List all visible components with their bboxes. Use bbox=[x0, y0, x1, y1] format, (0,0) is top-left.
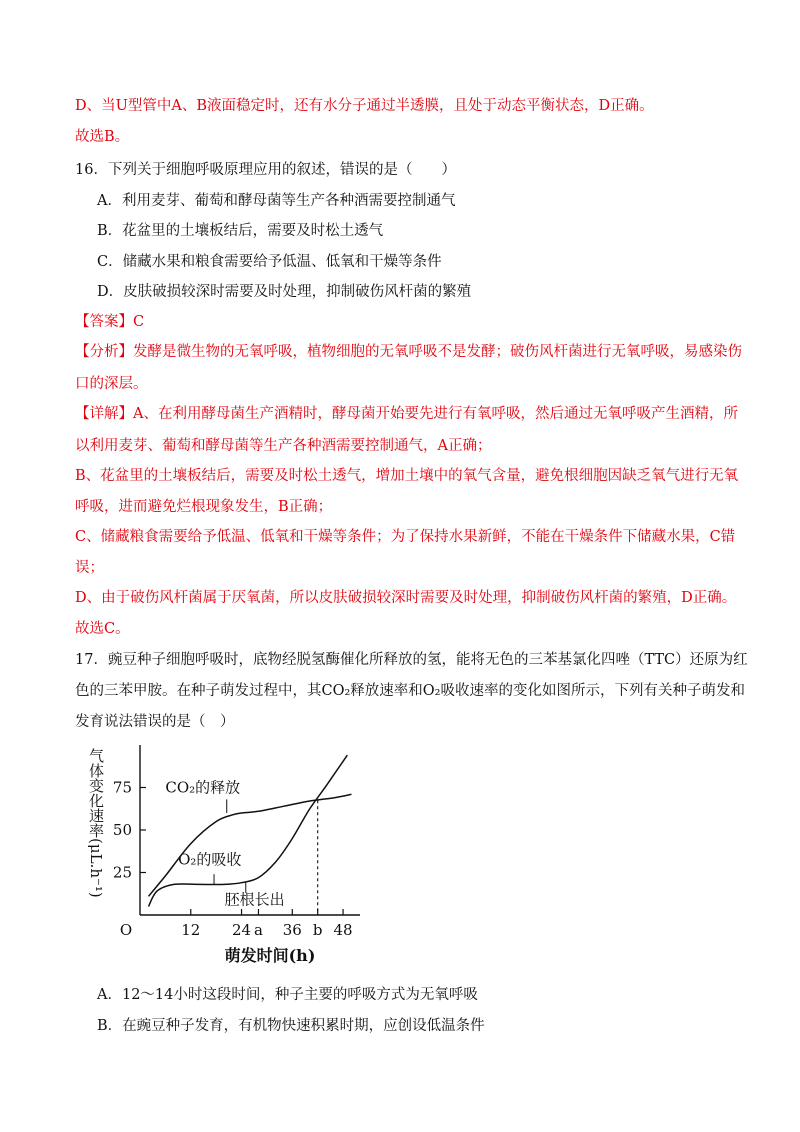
respiration-rate-chart bbox=[80, 740, 380, 972]
text-line: A．利用麦芽、葡萄和酵母菌等生产各种酒需要控制通气 bbox=[97, 193, 456, 209]
series-label: CO₂的释放 bbox=[165, 778, 241, 797]
text-line: 【答案】C bbox=[75, 314, 145, 330]
text-line: 故选C。 bbox=[75, 621, 130, 637]
text-line: C．储藏水果和粮食需要给予低温、低氧和干燥等条件 bbox=[97, 254, 442, 270]
text-line: 色的三苯甲胺。在种子萌发过程中，其CO₂释放速率和O₂吸收速率的变化如图所示，下列有关种子萌发和 bbox=[75, 683, 745, 699]
text-line: 【分析】发酵是微生物的无氧呼吸，植物细胞的无氧呼吸不是发酵；破伤风杆菌进行无氧呼吸，易感染伤 bbox=[75, 344, 742, 360]
series-label: O₂的吸收 bbox=[178, 850, 242, 869]
text-line: B．花盆里的土壤板结后，需要及时松土透气 bbox=[97, 223, 384, 239]
text-line: 以利用麦芽、葡萄和酵母菌等生产各种酒需要控制通气，A正确； bbox=[75, 438, 492, 454]
x-tick-label: 12 bbox=[181, 921, 201, 939]
annotation-label: 胚根长出 bbox=[224, 890, 285, 909]
origin-label: O bbox=[119, 921, 133, 939]
text-line: B．在豌豆种子发育，有机物快速积累时期，应创设低温条件 bbox=[97, 1018, 485, 1034]
x-axis-label: 萌发时间(h) bbox=[224, 946, 316, 965]
text-line: D、由于破伤风杆菌属于厌氧菌，所以皮肤破损较深时需要及时处理，抑制破伤风杆菌的繁殖，D正确。 bbox=[75, 590, 737, 606]
text-line: D、当U型管中A、B液面稳定时，还有水分子通过半透膜，且处于动态平衡状态，D正确。 bbox=[75, 98, 654, 114]
text-line: 口的深层。 bbox=[75, 376, 148, 392]
x-tick-label: 24 bbox=[231, 921, 252, 939]
text-line: 【详解】A、在利用酵母菌生产酒精时，酵母菌开始要先进行有氧呼吸，然后通过无氧呼吸产生酒精，所 bbox=[75, 406, 738, 422]
text-line: 误； bbox=[75, 560, 104, 576]
text-line: 17．豌豆种子细胞呼吸时，底物经脱氢酶催化所释放的氢，能将无色的三苯基氯化四唑（TTC）还原为红 bbox=[75, 652, 748, 668]
text-line: B、花盆里的土壤板结后，需要及时松土透气，增加土壤中的氧气含量，避免根细胞因缺乏氧气进行无氧 bbox=[75, 468, 739, 484]
text-line: 发育说法错误的是（ ） bbox=[75, 714, 235, 730]
x-tick-label: a bbox=[253, 921, 263, 939]
text-line: A．12～14小时这段时间，种子主要的呼吸方式为无氧呼吸 bbox=[97, 987, 478, 1003]
y-tick-label: 50 bbox=[112, 821, 132, 839]
text-line: 故选B。 bbox=[75, 129, 130, 145]
x-tick-label: b bbox=[312, 921, 323, 939]
y-axis-label: 气体变化速率(μL.h⁻¹) bbox=[87, 748, 105, 898]
respiration-rate-figure bbox=[80, 740, 380, 972]
text-line: 呼吸，进而避免烂根现象发生，B正确； bbox=[75, 499, 333, 515]
text-line: 16．下列关于细胞呼吸原理应用的叙述，错误的是（ ） bbox=[75, 162, 456, 178]
x-tick-label: 48 bbox=[333, 921, 353, 939]
y-tick-label: 25 bbox=[112, 863, 132, 882]
text-line: D．皮肤破损较深时需要及时处理，抑制破伤风杆菌的繁殖 bbox=[97, 284, 472, 300]
x-tick-label: 36 bbox=[282, 921, 302, 939]
text-line: C、储藏粮食需要给予低温、低氧和干燥等条件；为了保持水果新鲜，不能在干燥条件下储藏水果，C错 bbox=[75, 529, 736, 545]
y-tick-label: 75 bbox=[112, 778, 132, 797]
